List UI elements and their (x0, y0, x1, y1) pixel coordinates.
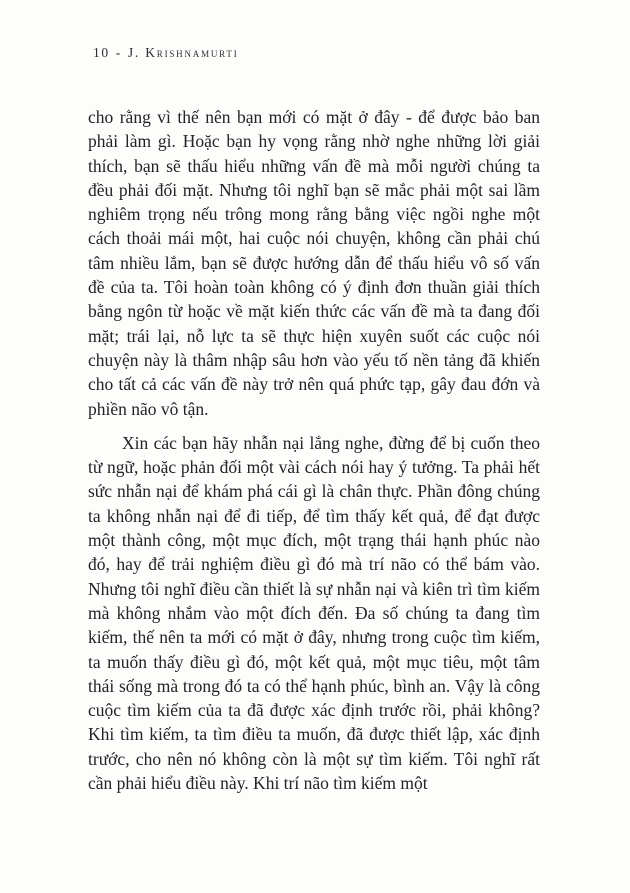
paragraph: Xin các bạn hãy nhẫn nại lắng nghe, đừng để bị cuốn theo từ ngữ, hoặc phản đối một vài cách nói hay ý tưởng. Ta phải hết sức nhẫn nại để khám phá cái gì là chân thực. Phần đông chúng ta không nhẫn nại để đi tiếp, để tìm thấy kết quả, để đạt được một thành công, một mục đích, một trạng thái hạnh phúc nào đó, hay để trải nghiệm điều gì đó mà trí não có thể bám vào. Nhưng tôi nghĩ điều cần thiết là sự nhẫn nại và kiên trì tìm kiếm mà không nhắm vào một đích đến. Đa số chúng ta đang tìm kiếm, thế nên ta mới có mặt ở đây, nhưng trong cuộc tìm kiếm, ta muốn thấy điều gì đó, một kết quả, một mục tiêu, một tâm thái sống mà trong đó ta có thể hạnh phúc, bình an. Vậy là công cuộc tìm kiếm của ta đã được xác định trước rồi, phải không? Khi tìm kiếm, ta tìm điều ta muốn, đã được thiết lập, xác định trước, cho nên nó không còn là một sự tìm kiếm. Tôi nghĩ rất cần phải hiểu điều này. Khi trí não tìm kiếm một (88, 432, 540, 794)
author-name: J. Krishnamurti (127, 45, 239, 60)
body-text (88, 105, 540, 795)
paragraph: cho rằng vì thế nên bạn mới có mặt ở đây - để được bảo ban phải làm gì. Hoặc bạn hy vọng rằng nhờ nghe những lời giải thích, bạn sẽ thấu hiểu những vấn đề mà mỗi người chúng ta đều phải đối mặt. Nhưng tôi nghĩ bạn sẽ mắc phải một sai lầm nghiêm trọng nếu trông mong rằng bằng việc ngồi nghe một cách thoải mái một, hai cuộc nói chuyện, không cần phải chú tâm nhiều lắm, bạn sẽ được hướng dẫn để thấu hiểu vô số vấn đề của ta. Tôi hoàn toàn không có ý định đơn thuần giải thích bằng ngôn từ hoặc về mặt kiến thức các vấn đề mà ta đang đối mặt; trái lại, nỗ lực ta sẽ thực hiện xuyên suốt các cuộc nói chuyện này là thâm nhập sâu hơn vào yếu tố nền tảng đã khiến cho tất cả các vấn đề này trở nên quá phức tạp, gây đau đớn và phiền não vô tận. (88, 107, 540, 419)
header-separator: - (115, 45, 122, 60)
page-header (88, 45, 540, 61)
page-number: 10 (93, 45, 110, 60)
